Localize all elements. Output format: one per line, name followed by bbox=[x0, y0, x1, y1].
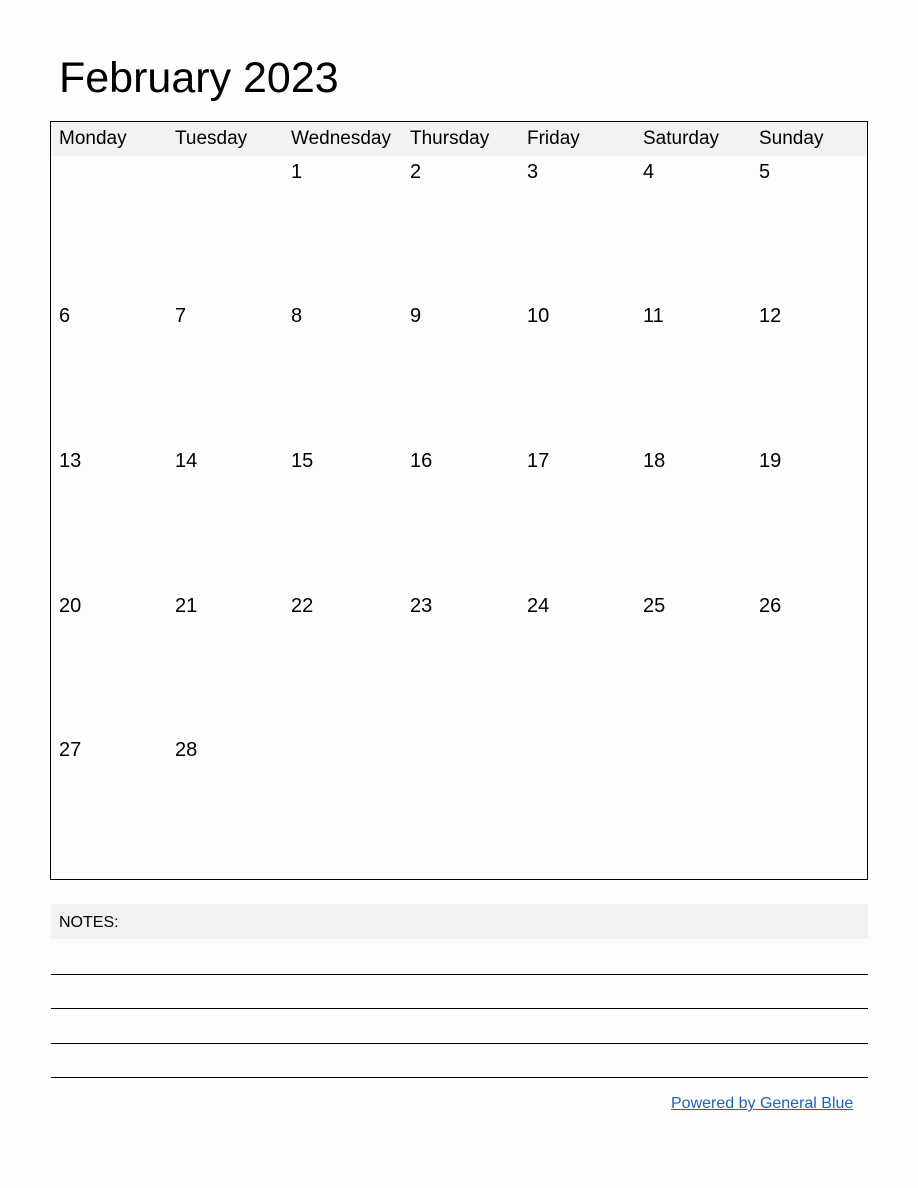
day-cell: 1 bbox=[291, 161, 303, 183]
day-cell: 3 bbox=[527, 161, 539, 183]
note-line-1 bbox=[51, 974, 868, 975]
day-cell: 21 bbox=[175, 595, 198, 617]
week-row-2 bbox=[51, 300, 867, 444]
day-cell: 12 bbox=[759, 305, 782, 327]
note-line-4 bbox=[51, 1077, 868, 1078]
weekday-sunday: Sunday bbox=[759, 128, 824, 149]
notes-label: NOTES: bbox=[59, 914, 119, 931]
week-row-5 bbox=[51, 734, 867, 878]
note-line-3 bbox=[51, 1043, 868, 1044]
day-cell: 28 bbox=[175, 739, 198, 761]
day-cell: 6 bbox=[59, 305, 71, 327]
day-cell: 18 bbox=[643, 450, 666, 472]
weekday-saturday: Saturday bbox=[643, 128, 720, 149]
powered-by-link[interactable]: Powered by General Blue bbox=[671, 1095, 854, 1112]
weekday-tuesday: Tuesday bbox=[175, 128, 248, 149]
day-cell: 22 bbox=[291, 595, 314, 617]
day-cell: 11 bbox=[643, 305, 664, 327]
calendar-grid bbox=[50, 121, 868, 880]
day-cell: 25 bbox=[643, 595, 666, 617]
day-cell: 9 bbox=[410, 305, 422, 327]
day-cell: 17 bbox=[527, 450, 550, 472]
day-cell: 20 bbox=[59, 595, 82, 617]
day-cell: 23 bbox=[410, 595, 433, 617]
week-row-3 bbox=[51, 445, 867, 589]
day-cell: 2 bbox=[410, 161, 422, 183]
day-cell: 14 bbox=[175, 450, 198, 472]
week-row-4 bbox=[51, 590, 867, 734]
day-cell: 4 bbox=[643, 161, 655, 183]
note-line-2 bbox=[51, 1008, 868, 1009]
weekday-thursday: Thursday bbox=[410, 128, 490, 149]
weekday-friday: Friday bbox=[527, 128, 580, 149]
day-cell: 27 bbox=[59, 739, 82, 761]
calendar-title: February 2023 bbox=[59, 54, 339, 102]
day-cell: 15 bbox=[291, 450, 314, 472]
day-cell: 16 bbox=[410, 450, 433, 472]
notes-header bbox=[51, 904, 868, 939]
day-cell: 5 bbox=[759, 161, 771, 183]
weekday-monday: Monday bbox=[59, 128, 127, 149]
day-cell: 10 bbox=[527, 305, 550, 327]
weekday-wednesday: Wednesday bbox=[291, 128, 391, 149]
week-row-1 bbox=[51, 156, 867, 300]
day-cell: 13 bbox=[59, 450, 82, 472]
day-cell: 8 bbox=[291, 305, 303, 327]
weekday-header-row bbox=[51, 122, 867, 156]
day-cell: 24 bbox=[527, 595, 550, 617]
day-cell: 7 bbox=[175, 305, 187, 327]
day-cell: 26 bbox=[759, 595, 782, 617]
day-cell: 19 bbox=[759, 450, 782, 472]
